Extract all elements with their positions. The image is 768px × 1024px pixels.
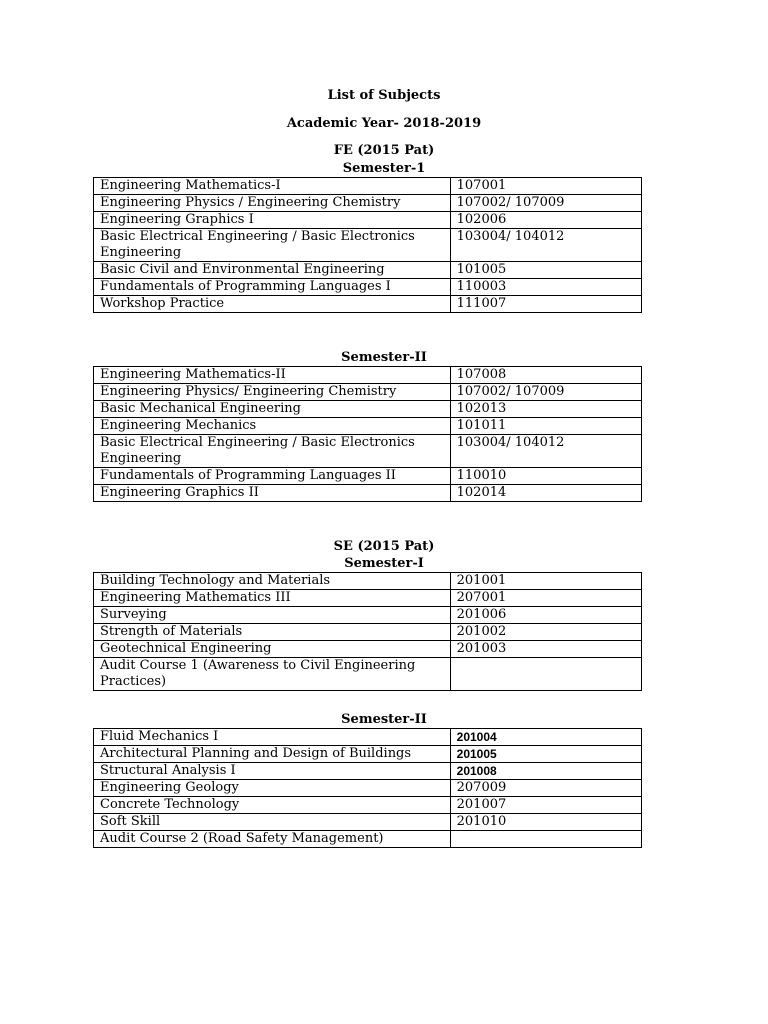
subject-code: 103004/ 104012 (450, 229, 641, 262)
subject-code: 201006 (450, 607, 641, 624)
subject-code: 101005 (450, 262, 641, 279)
academic-year: Academic Year- 2018-2019 (286, 116, 482, 131)
subject-name: Engineering Physics/ Engineering Chemistry (94, 384, 451, 401)
subject-name: Architectural Planning and Design of Buildings (94, 746, 451, 763)
subject-code: 102006 (450, 212, 641, 229)
subject-code (450, 658, 641, 691)
fe-sem2-heading: Semester-II (341, 350, 427, 365)
subject-name: Engineering Mechanics (94, 418, 451, 435)
subject-name: Engineering Graphics II (94, 485, 451, 502)
subject-code: 201007 (450, 797, 641, 814)
subject-code: 201001 (450, 573, 641, 590)
table-row (94, 178, 642, 195)
subject-code: 102014 (450, 485, 641, 502)
table-row (94, 729, 642, 746)
se-sem1-heading: Semester-I (344, 556, 424, 571)
table-row (94, 262, 642, 279)
subject-name: Workshop Practice (94, 296, 451, 313)
subject-code: 107002/ 107009 (450, 384, 641, 401)
table-row (94, 658, 642, 691)
table-row (94, 746, 642, 763)
table-row (94, 418, 642, 435)
subject-name: Audit Course 2 (Road Safety Management) (94, 831, 451, 848)
subject-name: Engineering Mathematics III (94, 590, 451, 607)
subject-name: Engineering Graphics I (94, 212, 451, 229)
subject-name: Structural Analysis I (94, 763, 451, 780)
document-title: List of Subjects (327, 88, 441, 103)
table-row (94, 384, 642, 401)
table-row (94, 212, 642, 229)
subject-name: Geotechnical Engineering (94, 641, 451, 658)
table-row (94, 367, 642, 384)
se-sem2-heading: Semester-II (341, 712, 427, 727)
subject-code: 103004/ 104012 (450, 435, 641, 468)
table-row (94, 590, 642, 607)
subject-code: 201010 (450, 814, 641, 831)
subject-code: 201002 (450, 624, 641, 641)
subject-name: Engineering Mathematics-I (94, 178, 451, 195)
subject-code: 110010 (450, 468, 641, 485)
table-row (94, 435, 642, 468)
subject-name: Fundamentals of Programming Languages I (94, 279, 451, 296)
table-row (94, 279, 642, 296)
table-row (94, 468, 642, 485)
subject-name: Building Technology and Materials (94, 573, 451, 590)
fe-sem1-table (93, 177, 642, 313)
subject-name: Engineering Mathematics-II (94, 367, 451, 384)
subject-name: Strength of Materials (94, 624, 451, 641)
table-row (94, 401, 642, 418)
subject-code: 201008 (450, 763, 641, 780)
subject-name: Audit Course 1 (Awareness to Civil Engineering Practices) (94, 658, 451, 691)
table-row (94, 485, 642, 502)
fe-sem1-heading: Semester-1 (342, 161, 426, 176)
table-row (94, 780, 642, 797)
subject-name: Concrete Technology (94, 797, 451, 814)
subject-code: 102013 (450, 401, 641, 418)
fe-sem2-table (93, 366, 642, 502)
subject-code: 101011 (450, 418, 641, 435)
subject-name: Soft Skill (94, 814, 451, 831)
subject-code (450, 831, 641, 848)
se-heading: SE (2015 Pat) (333, 539, 435, 554)
subject-name: Fundamentals of Programming Languages II (94, 468, 451, 485)
fe-heading: FE (2015 Pat) (333, 143, 435, 158)
subject-code: 107001 (450, 178, 641, 195)
table-row (94, 763, 642, 780)
subject-name: Fluid Mechanics I (94, 729, 451, 746)
subject-code: 201003 (450, 641, 641, 658)
table-row (94, 229, 642, 262)
se-sem2-table (93, 728, 642, 848)
subject-name: Basic Electrical Engineering / Basic Electronics Engineering (94, 229, 451, 262)
table-row (94, 296, 642, 313)
table-row (94, 624, 642, 641)
subject-code: 107002/ 107009 (450, 195, 641, 212)
se-sem1-table (93, 572, 642, 691)
table-row (94, 814, 642, 831)
table-row (94, 607, 642, 624)
subject-code: 111007 (450, 296, 641, 313)
table-row (94, 573, 642, 590)
subject-name: Basic Civil and Environmental Engineering (94, 262, 451, 279)
table-row (94, 195, 642, 212)
subject-code: 201005 (450, 746, 641, 763)
subject-code: 110003 (450, 279, 641, 296)
subject-name: Surveying (94, 607, 451, 624)
subject-code: 107008 (450, 367, 641, 384)
table-row (94, 797, 642, 814)
subject-code: 207009 (450, 780, 641, 797)
subject-name: Basic Mechanical Engineering (94, 401, 451, 418)
subject-code: 201004 (450, 729, 641, 746)
subject-name: Basic Electrical Engineering / Basic Electronics Engineering (94, 435, 451, 468)
subject-name: Engineering Geology (94, 780, 451, 797)
subject-code: 207001 (450, 590, 641, 607)
table-row (94, 831, 642, 848)
subject-name: Engineering Physics / Engineering Chemistry (94, 195, 451, 212)
table-row (94, 641, 642, 658)
